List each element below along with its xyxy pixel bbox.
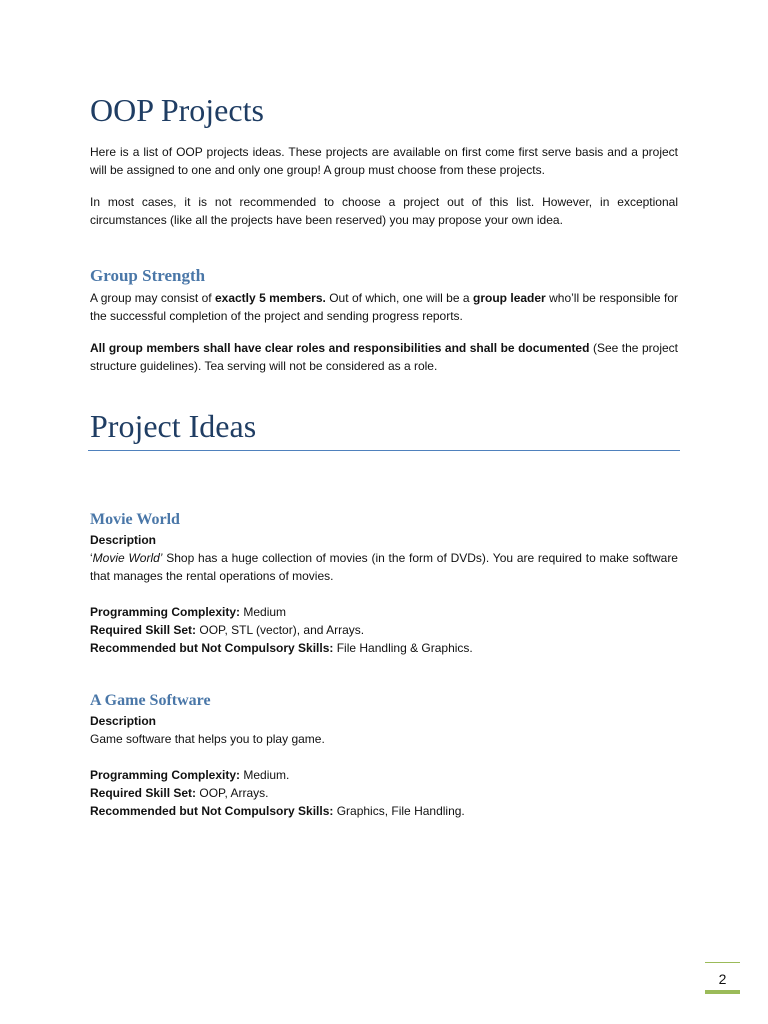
project-game-software bbox=[90, 691, 678, 820]
recommended-skills: Recommended but Not Compulsory Skills: File Handling & Graphics. bbox=[90, 641, 473, 655]
page-number: 2 bbox=[718, 971, 727, 987]
description-text: ‘Movie World’ Shop has a huge collection of movies (in the form of DVDs). You are required to make software that manages the rental operations of movies. bbox=[90, 551, 678, 583]
required-skill-set: Required Skill Set: OOP, STL (vector), and Arrays. bbox=[90, 623, 365, 637]
programming-complexity: Programming Complexity: Medium bbox=[90, 605, 287, 619]
intro-paragraph-2: In most cases, it is not recommended to choose a project out of this list. However, in exceptional circumstances (like all the projects have been reserved) you may propose your own idea. bbox=[90, 195, 678, 227]
title-heading: OOP Projects bbox=[90, 92, 264, 128]
recommended-skills: Recommended but Not Compulsory Skills: Graphics, File Handling. bbox=[90, 804, 465, 818]
project-name: Movie World bbox=[90, 511, 180, 528]
description-label: Description bbox=[90, 533, 157, 547]
project-movie-world bbox=[90, 510, 678, 657]
description-text: Game software that helps you to play game. bbox=[90, 732, 325, 746]
section-divider bbox=[88, 450, 680, 451]
group-strength-paragraph-1: A group may consist of exactly 5 members. Out of which, one will be a group leader who’ll be responsible for the successful completion of the project and sending progress reports. bbox=[90, 291, 678, 323]
page-title bbox=[90, 92, 678, 128]
project-name: A Game Software bbox=[90, 692, 211, 709]
project-ideas-title: Project Ideas bbox=[90, 408, 257, 444]
intro-paragraph-1: Here is a list of OOP projects ideas. These projects are available on first come first serve basis and a project will be assigned to one and only one group! A group must choose from these projects. bbox=[90, 145, 678, 177]
group-strength-paragraph-2: All group members shall have clear roles and responsibilities and shall be documented (See the project structure guidelines). Tea serving will not be considered as a role. bbox=[90, 341, 678, 373]
description-label: Description bbox=[90, 714, 157, 728]
required-skill-set: Required Skill Set: OOP, Arrays. bbox=[90, 786, 269, 800]
page-number-bar bbox=[705, 990, 740, 994]
programming-complexity: Programming Complexity: Medium. bbox=[90, 768, 290, 782]
group-strength-heading: Group Strength bbox=[90, 266, 206, 285]
